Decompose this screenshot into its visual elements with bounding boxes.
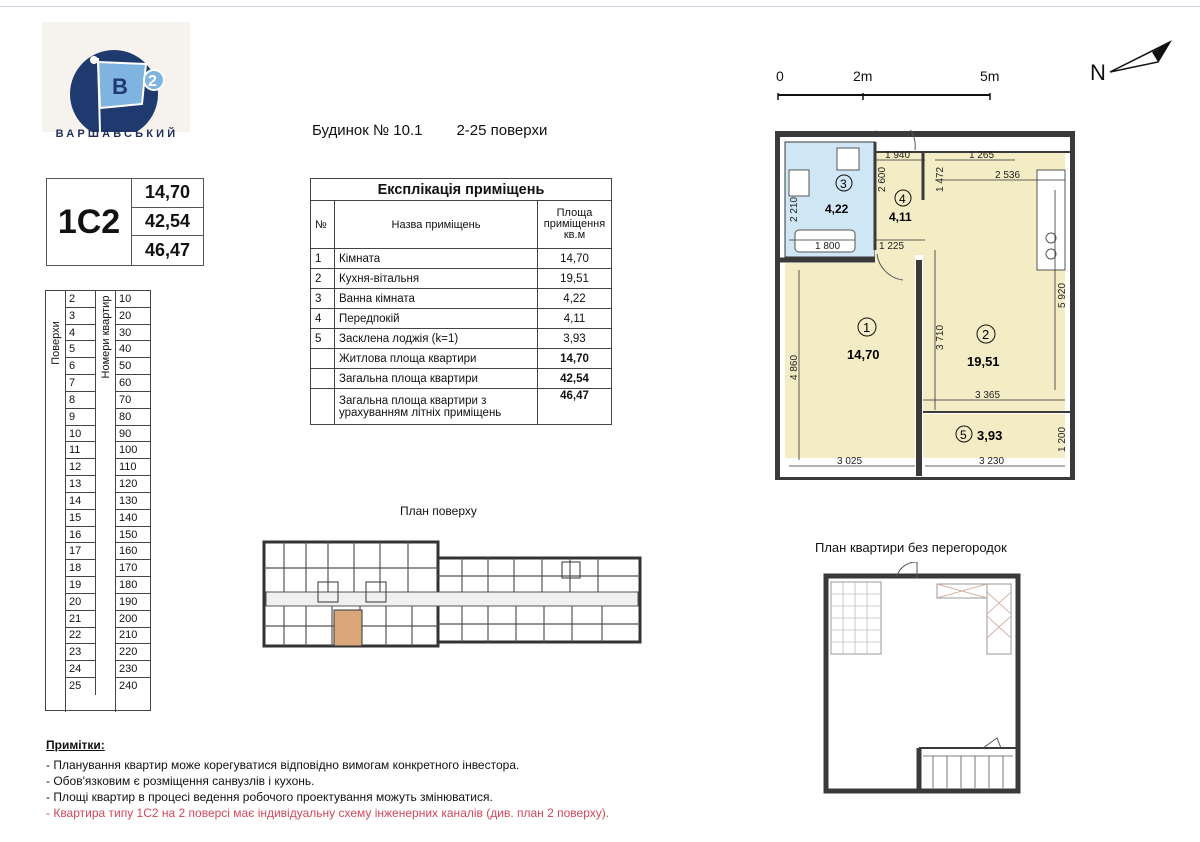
living-value: 14,70 [538,349,612,369]
room-area: 19,51 [538,269,612,289]
floor-cell: 13 [66,476,95,493]
total-value: 42,54 [538,369,612,389]
north-arrow-icon [1108,40,1174,76]
apt-number-cell: 150 [116,527,150,544]
dim-1472: 1 472 [935,166,946,192]
apt-number-cell: 130 [116,493,150,510]
floors-table [45,290,151,711]
apt-number-cell: 120 [116,476,150,493]
apt-number-cell: 240 [119,680,138,693]
note-line-red: - Квартира типу 1С2 на 2 поверсі має індивідуальну схему інженерних каналів (див. план 2 поверху). [46,806,610,820]
floor-cell: 14 [66,493,95,510]
explication-row [311,289,612,309]
room-area: 4,11 [538,309,612,329]
notes [46,737,746,821]
total-label: Загальна площа квартири [335,369,538,389]
floor-cell: 6 [66,358,95,375]
scale-mid: 2m [853,68,873,84]
floor-cell: 12 [66,459,95,476]
dim-2536: 2 536 [995,170,1021,181]
floors-column [66,291,96,695]
room-name: Кімната [335,249,538,269]
logo-digit: 2 [148,73,157,90]
floor-cell: 15 [66,510,95,527]
floor-cell: 23 [66,644,95,661]
floor-cell: 24 [66,661,95,678]
area-summer: 46,47 [144,239,191,260]
room-area: 4,22 [538,289,612,309]
room-area: 14,70 [538,249,612,269]
room-name: Ванна кімната [335,289,538,309]
summer-label: Загальна площа квартири з урахуванням літніх приміщень [335,389,538,425]
explication-title: Експлікація приміщень [311,179,612,201]
floor-cell: 5 [66,341,95,358]
apt-number-cell: 180 [116,577,150,594]
floor-cell: 3 [66,308,95,325]
room-2-area: 19,51 [967,354,1000,369]
scale-zero: 0 [776,68,784,84]
apt-number-cell: 210 [116,628,150,645]
floors-label-cell [46,291,66,712]
explication-row [311,249,612,269]
apartment-code: 1С2 [57,202,121,241]
floor-cell: 17 [66,543,95,560]
apts-label-cell [96,291,116,712]
apt-number-cell: 50 [116,358,150,375]
room-number: 2 [311,269,335,289]
notes-title: Примітки: [46,738,105,752]
room-2-num: 2 [982,327,990,342]
logo-letter: B [112,74,128,99]
dim-3710: 3 710 [935,324,946,350]
explication-row [311,329,612,349]
apartment-areas [131,179,203,265]
dim-3230: 3 230 [979,456,1005,467]
floor-cell: 18 [66,560,95,577]
floor-cell: 4 [66,325,95,342]
apt-number-cell: 220 [116,644,150,661]
dim-1800: 1 800 [815,241,841,252]
dim-1940: 1 940 [885,150,911,161]
apt-number-cell: 230 [116,661,150,678]
living-label: Житлова площа квартири [335,349,538,369]
open-plan-drawing [823,562,1023,794]
apt-number-cell: 40 [116,341,150,358]
apt-number-cell: 170 [116,560,150,577]
apt-number-cell: 70 [116,392,150,409]
floor-plan-drawing [262,538,642,650]
note-line-3: - Площі квартир в процесі ведення робочого проектування можуть змінюватися. [46,790,493,804]
apts-column [116,291,150,695]
floor-cell: 22 [66,628,95,645]
dim-4860: 4 860 [789,354,800,380]
col-name: Назва приміщень [335,201,538,249]
apt-number-cell: 200 [116,611,150,628]
apt-number-cell: 30 [116,325,150,342]
floor-cell: 9 [66,409,95,426]
explication-row [311,269,612,289]
room-area: 3,93 [538,329,612,349]
apt-number-cell: 190 [116,594,150,611]
apt-number-cell: 20 [116,308,150,325]
building-floors: 2-25 поверхи [456,122,548,139]
floor-plan-label: План поверху [400,504,477,518]
room-3-area: 4,22 [825,202,849,216]
top-divider [0,6,1200,7]
north-label: N [1090,60,1106,85]
scale-end: 5m [980,68,1000,84]
apt-number-cell: 160 [116,543,150,560]
col-num: № [311,201,335,249]
dim-1265: 1 265 [969,150,995,161]
apt-number-cell: 100 [116,442,150,459]
dim-3025: 3 025 [837,456,863,467]
floor-cell: 11 [66,442,95,459]
room-number: 1 [311,249,335,269]
floor-cell: 8 [66,392,95,409]
room-name: Кухня-вітальня [335,269,538,289]
building-header [312,122,581,139]
room-number: 4 [311,309,335,329]
floor-cell: 2 [66,291,95,308]
apartment-code-box [46,178,204,266]
floor-cell: 20 [66,594,95,611]
dim-3365: 3 365 [975,390,1001,401]
col-area: Площа приміщення кв.м [538,201,612,249]
room-number: 3 [311,289,335,309]
apt-number-cell: 140 [116,510,150,527]
logo [42,22,190,172]
building-number: Будинок № 10.1 [312,122,423,139]
apts-label: Номери квартир [99,295,112,379]
apt-number-cell: 10 [116,291,150,308]
floor-cell: 21 [66,611,95,628]
dim-2600: 2 600 [877,166,888,192]
open-plan-label: План квартири без перегородок [815,540,1007,555]
room-1-area: 14,70 [847,347,880,362]
floors-label: Поверхи [49,321,62,365]
apt-number-cell: 60 [116,375,150,392]
room-number: 5 [311,329,335,349]
note-line-2: - Обов'язковим є розміщення санвузлів і кухонь. [46,774,315,788]
floor-cell: 16 [66,527,95,544]
explication-row [311,309,612,329]
note-line-1: - Планування квартир може корегуватися відповідно вимогам конкретного інвестора. [46,758,520,772]
floor-cell: 10 [66,426,95,443]
dim-1225: 1 225 [879,241,905,252]
dim-1200: 1 200 [1057,426,1068,452]
room-5-num: 5 [960,428,967,442]
summer-value: 46,47 [538,389,612,425]
room-4-num: 4 [899,192,906,206]
floor-cell: 25 [69,680,82,693]
apartment-plan [775,130,1075,480]
scale-bar [777,88,991,96]
apt-number-cell: 90 [116,426,150,443]
room-3-num: 3 [840,177,847,191]
apt-number-cell: 110 [116,459,150,476]
highlighted-apartment [334,610,362,646]
room-name: Засклена лоджія (k=1) [335,329,538,349]
floor-cell: 19 [66,577,95,594]
area-living: 14,70 [132,179,203,208]
room-5-area: 3,93 [977,428,1003,443]
floor-cell: 7 [66,375,95,392]
room-name: Передпокій [335,309,538,329]
apt-number-cell: 80 [116,409,150,426]
dim-5920: 5 920 [1057,282,1068,308]
logo-name: ВАРШАВСЬКИЙ [55,128,179,140]
room-4-area: 4,11 [889,210,912,224]
room-1-num: 1 [863,320,871,335]
area-total: 42,54 [132,208,203,237]
explication-table [310,178,612,425]
dim-2210: 2 210 [789,196,800,222]
